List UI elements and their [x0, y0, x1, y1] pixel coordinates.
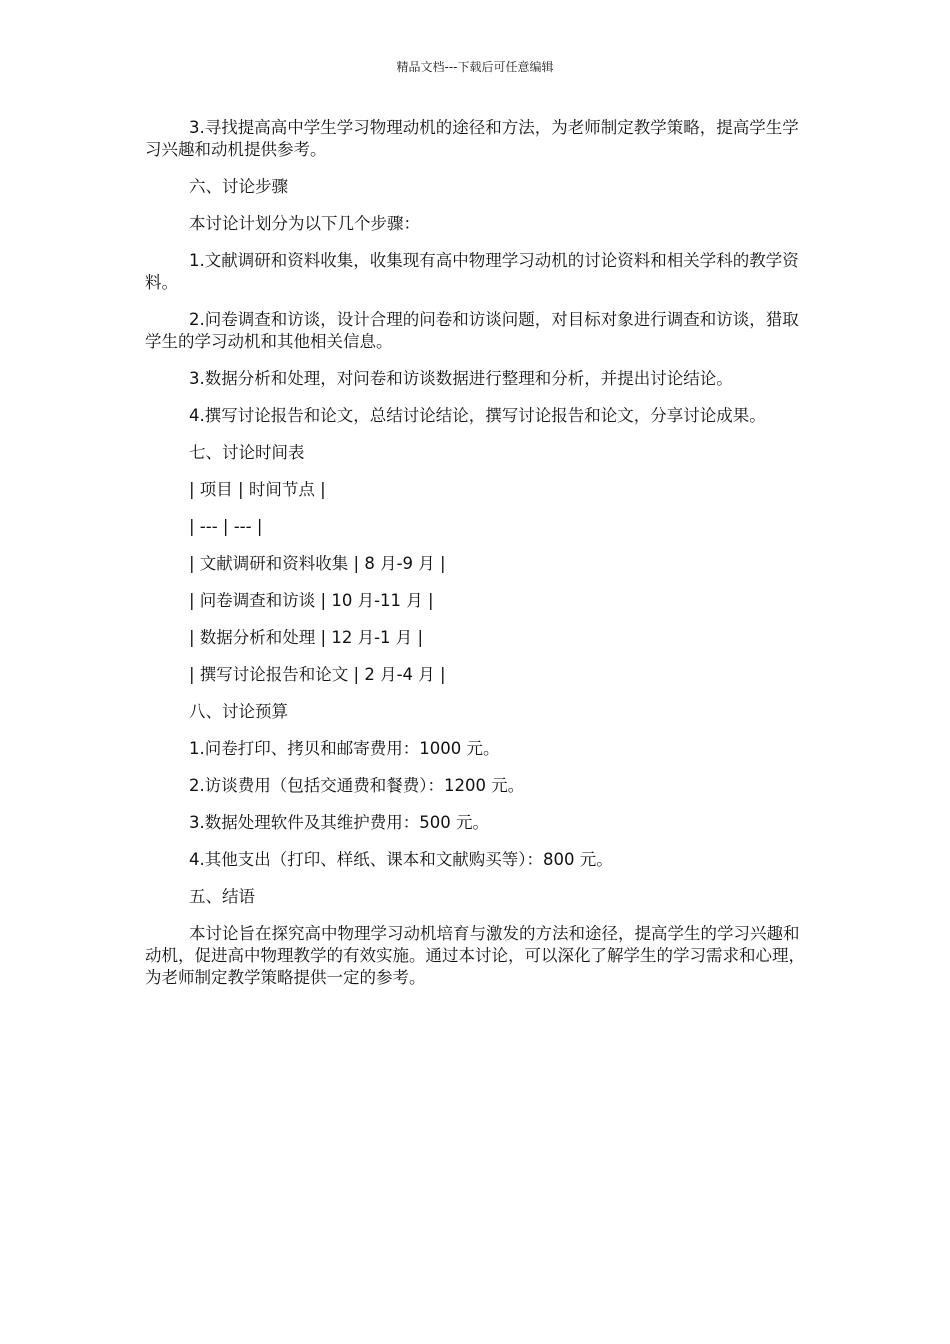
paragraph-objective-3: 3.寻找提高高中学生学习物理动机的途径和方法，为老师制定教学策略，提高学生学习兴趣和动机提供参考。: [145, 118, 799, 159]
timeline-table-header: | 项目 | 时间节点 |: [189, 480, 326, 499]
paragraph-step-1: 1.文献调研和资料收集，收集现有高中物理学习动机的讨论资料和相关学科的教学资料。: [145, 251, 799, 292]
section-heading-budget: 八、讨论预算: [189, 702, 288, 721]
budget-item-1: 1.问卷打印、拷贝和邮寄费用：1000 元。: [189, 739, 500, 758]
timeline-row-survey: | 问卷调查和访谈 | 10 月-11 月 |: [189, 591, 434, 610]
timeline-row-report: | 撰写讨论报告和论文 | 2 月-4 月 |: [189, 665, 446, 684]
timeline-table-separator: | --- | --- |: [189, 517, 263, 536]
paragraph-step-4: 4.撰写讨论报告和论文，总结讨论结论，撰写讨论报告和论文，分享讨论成果。: [189, 406, 766, 425]
budget-item-3: 3.数据处理软件及其维护费用：500 元。: [189, 813, 489, 832]
section-heading-steps: 六、讨论步骤: [189, 177, 288, 196]
timeline-row-literature: | 文献调研和资料收集 | 8 月-9 月 |: [189, 554, 446, 573]
paragraph-steps-intro: 本讨论计划分为以下几个步骤：: [189, 214, 420, 233]
paragraph-step-3: 3.数据分析和处理，对问卷和访谈数据进行整理和分析，并提出讨论结论。: [189, 369, 733, 388]
section-heading-timeline: 七、讨论时间表: [189, 443, 305, 462]
page-header: 精品文档---下载后可任意编辑: [396, 60, 554, 74]
budget-item-4: 4.其他支出（打印、样纸、课本和文献购买等）：800 元。: [189, 850, 613, 869]
document-body: [145, 117, 807, 1004]
paragraph-step-2: 2.问卷调查和访谈，设计合理的问卷和访谈问题，对目标对象进行调查和访谈，猎取学生的学习动机和其他相关信息。: [145, 310, 799, 351]
timeline-row-analysis: | 数据分析和处理 | 12 月-1 月 |: [189, 628, 424, 647]
budget-item-2: 2.访谈费用（包括交通费和餐费）：1200 元。: [189, 776, 525, 795]
paragraph-conclusion: 本讨论旨在探究高中物理学习动机培育与激发的方法和途径，提高学生的学习兴趣和动机，促进高中物理教学的有效实施。通过本讨论，可以深化了解学生的学习需求和心理，为老师制定教学策略提供一定的参考。: [145, 924, 805, 987]
section-heading-conclusion: 五、结语: [189, 887, 255, 906]
